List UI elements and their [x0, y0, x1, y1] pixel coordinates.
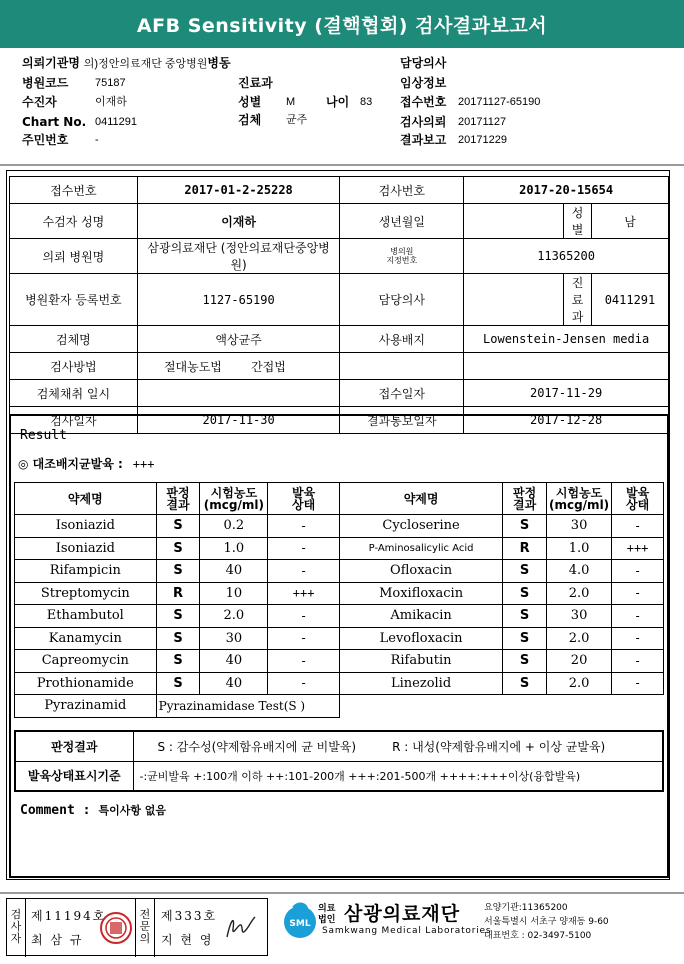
drug-result: S: [156, 537, 200, 560]
drug-sensitivity-table: [14, 482, 664, 718]
drug-name: Isoniazid: [15, 515, 157, 538]
signature-box: [6, 898, 268, 956]
sml-logo-icon: [280, 900, 320, 940]
specimen-label: 검체: [238, 113, 262, 127]
drug-result: S: [156, 672, 200, 695]
reg-no: 1127-65190: [137, 274, 340, 326]
patient-name: 이재하: [137, 204, 340, 239]
specimen-label-cell: 검체명: [10, 326, 138, 353]
table-row: [15, 537, 664, 560]
test-no: 2017-20-15654: [464, 177, 669, 204]
org-english-name: Samkwang Medical Laboratories: [322, 926, 492, 936]
hospital-code-value: 75187: [95, 77, 126, 89]
drug-conc: 2.0: [200, 605, 268, 628]
clinical-label: 임상정보: [400, 76, 447, 90]
rrn-label: 주민번호: [22, 133, 69, 147]
divider: [154, 899, 155, 957]
collect: [137, 380, 340, 407]
drug-name: Ofloxacin: [339, 560, 502, 583]
drug-growth: -: [612, 627, 664, 650]
dob-label: 생년월일: [340, 204, 464, 239]
drug-name: Amikacin: [339, 605, 502, 628]
receipt-no: 2017-01-2-25228: [137, 177, 340, 204]
growth-standard: -:균비발육 +:100개 이하 ++:101-200개 +++:201-500개 ++++:+++이상(융합발육): [133, 761, 663, 791]
drug-growth: -: [612, 605, 664, 628]
drug-growth: +++: [268, 582, 340, 605]
drug-growth: -: [268, 537, 340, 560]
table-row: [15, 560, 664, 583]
inspector-label: 검사자: [10, 908, 22, 945]
drug-name: Cycloserine: [339, 515, 502, 538]
specialist-label: 전문의: [139, 908, 151, 945]
drug-growth: -: [612, 672, 664, 695]
drug-result: S: [503, 605, 547, 628]
chart-value: 0411291: [95, 116, 138, 128]
chart-label: Chart No.: [22, 115, 87, 129]
drug-name: Rifabutin: [339, 650, 502, 673]
drug-name: Streptomycin: [15, 582, 157, 605]
drug-growth: -: [612, 515, 664, 538]
growth-header-right: 발육 상태: [612, 483, 664, 515]
inspector-name: 최 삼 규: [31, 933, 84, 947]
result-title: Result: [20, 428, 67, 443]
patient-label: 수진자: [22, 95, 57, 109]
rrn-value: -: [95, 134, 99, 146]
drug-conc: 2.0: [546, 672, 611, 695]
drug-result: S: [503, 582, 547, 605]
growth-standard-label: 발육상태표시기준: [15, 761, 133, 791]
judge-header-left: 판정 결과: [156, 483, 200, 515]
org-name: 삼광의료재단: [344, 903, 461, 925]
drug-conc: 40: [200, 650, 268, 673]
divider: [0, 164, 684, 166]
sex-value: M: [286, 96, 296, 108]
drug-name: Prothionamide: [15, 672, 157, 695]
drug-result: S: [156, 560, 200, 583]
drug-conc: 2.0: [546, 582, 611, 605]
test-date-label: 검사일자: [10, 407, 138, 434]
specialist-license: 제333호: [161, 909, 218, 923]
age-value: 83: [360, 96, 373, 108]
drug-conc: 20: [546, 650, 611, 673]
drug-header-left: 약제명: [15, 483, 157, 515]
drug-conc: 30: [546, 605, 611, 628]
sex: 남: [591, 204, 668, 239]
method-2: 간접법: [248, 353, 340, 380]
drug-name: Rifampicin: [15, 560, 157, 583]
drug-growth: -: [268, 650, 340, 673]
drug-result: S: [503, 560, 547, 583]
request-value: 20171127: [458, 116, 507, 128]
patient-value: 이재하: [95, 96, 127, 108]
empty-cell: [339, 695, 663, 718]
dept: 0411291: [591, 274, 668, 326]
table-row: [15, 605, 664, 628]
drug-growth: +++: [612, 537, 664, 560]
method-1: 절대농도법: [137, 353, 248, 380]
drug-growth: -: [268, 672, 340, 695]
receipt-value: 20171127-65190: [458, 96, 541, 108]
drug-name: Linezolid: [339, 672, 502, 695]
table-row: [15, 515, 664, 538]
conc-header-left: 시험농도 (mcg/ml): [200, 483, 268, 515]
drug-conc: 0.2: [200, 515, 268, 538]
signature-icon: [221, 909, 261, 945]
drug-growth: -: [268, 627, 340, 650]
age-label: 나이: [326, 95, 350, 109]
specimen: 액상균주: [137, 326, 340, 353]
pyrazinamide-name: Pyrazinamid: [15, 695, 157, 718]
report-date-value: 20171229: [458, 134, 507, 146]
drug-conc: 40: [200, 672, 268, 695]
org-contact: 요양기관:11365200 서울특별시 서초구 양재동 9-60 대표번호 : 02-3497-5100: [484, 903, 609, 941]
method-empty: [340, 353, 464, 380]
drug-name: Moxifloxacin: [339, 582, 502, 605]
drug-result: S: [503, 672, 547, 695]
hospital-code: 11365200: [464, 239, 669, 274]
drug-conc: 2.0: [546, 627, 611, 650]
drug-growth: -: [268, 560, 340, 583]
drug-name: Ethambutol: [15, 605, 157, 628]
header-info: [0, 50, 684, 162]
hospital-label: 의뢰 병원명: [10, 239, 138, 274]
drug-conc: 40: [200, 560, 268, 583]
table-row: [15, 627, 664, 650]
drug-growth: -: [612, 650, 664, 673]
receipt-label: 접수번호: [400, 95, 447, 109]
drug-name: Kanamycin: [15, 627, 157, 650]
name-label: 수검자 성명: [10, 204, 138, 239]
receipt-no-label: 접수번호: [10, 177, 138, 204]
sex-label: 성별: [238, 95, 262, 109]
pyrazinamide-row: [15, 695, 664, 718]
control-growth: ◎ 대조배지균발육 : +++: [18, 457, 155, 471]
method-label: 검사방법: [10, 353, 138, 380]
doctor-label-cell: 담당의사: [340, 274, 464, 326]
specimen-value: 균주: [286, 114, 308, 126]
institution-row: 의뢰기관명 의)정안의료재단 중앙병원병동: [22, 56, 231, 70]
conc-header-right: 시험농도 (mcg/ml): [546, 483, 611, 515]
notify-label: 결과통보일자: [340, 407, 464, 434]
table-row: [15, 582, 664, 605]
drug-conc: 30: [200, 627, 268, 650]
drug-result: R: [156, 582, 200, 605]
request-label: 검사의뢰: [400, 115, 447, 129]
drug-result: R: [503, 537, 547, 560]
drug-result: S: [503, 515, 547, 538]
dob: [464, 204, 564, 239]
drug-name: Capreomycin: [15, 650, 157, 673]
logo-text: SML: [289, 919, 311, 929]
inspector-license: 제11194호: [31, 909, 107, 923]
judge-label: 판정결과: [15, 731, 133, 761]
drug-conc: 4.0: [546, 560, 611, 583]
sex-label-cell: 성별: [564, 204, 592, 239]
table-row: [15, 650, 664, 673]
legend-table: [14, 730, 664, 792]
specialist-name: 지 현 영: [161, 933, 214, 947]
drug-result: S: [156, 650, 200, 673]
test-date: 2017-11-30: [137, 407, 340, 434]
test-no-label: 검사번호: [340, 177, 464, 204]
medium-label: 사용배지: [340, 326, 464, 353]
drug-result: S: [503, 650, 547, 673]
drug-name: Isoniazid: [15, 537, 157, 560]
hospital-code-label: 병의원 지정번호: [340, 239, 464, 274]
notify-date: 2017-12-28: [464, 407, 669, 434]
doctor-label: 담당의사: [400, 56, 447, 70]
hospital-name: 삼광의료재단 (정안의료재단중앙병원): [137, 239, 340, 274]
drug-conc: 30: [546, 515, 611, 538]
patient-info-table: [9, 176, 669, 434]
drug-growth: -: [612, 560, 664, 583]
dept-label-cell: 진료과: [564, 274, 592, 326]
comment: Comment : 특이사항 없음: [20, 803, 167, 818]
judge-header-right: 판정 결과: [503, 483, 547, 515]
drug-result: S: [156, 515, 200, 538]
hospital-code-label: 병원코드: [22, 76, 69, 90]
dept-label: 진료과: [238, 76, 273, 90]
drug-conc: 1.0: [546, 537, 611, 560]
reg-label: 병원환자 등록번호: [10, 274, 138, 326]
collect-label: 검체채취 일시: [10, 380, 138, 407]
drug-result: S: [156, 605, 200, 628]
divider: [25, 899, 26, 957]
table-row: [15, 672, 664, 695]
drug-name: P-Aminosalicylic Acid: [339, 537, 502, 560]
drug-growth: -: [268, 605, 340, 628]
pyrazinamidase-test: Pyrazinamidase Test(S ): [156, 695, 339, 718]
divider: [0, 892, 684, 894]
recv-date: 2017-11-29: [464, 380, 669, 407]
drug-conc: 10: [200, 582, 268, 605]
org-type: 의료 법인: [318, 904, 336, 925]
medium: Lowenstein-Jensen media: [464, 326, 669, 353]
judge-legend: S : 감수성(약제함유배지에 균 비발육) R : 내성(약제함유배지에 + 이상 균발육): [133, 731, 663, 761]
seal-icon: [99, 911, 133, 945]
drug-header-right: 약제명: [339, 483, 502, 515]
method-empty-2: [464, 353, 669, 380]
drug-growth: -: [268, 515, 340, 538]
drug-growth: -: [612, 582, 664, 605]
report-title: AFB Sensitivity (결핵협회) 검사결과보고서: [0, 0, 684, 48]
doctor: [464, 274, 564, 326]
drug-result: S: [156, 627, 200, 650]
drug-conc: 1.0: [200, 537, 268, 560]
growth-header-left: 발육 상태: [268, 483, 340, 515]
drug-result: S: [503, 627, 547, 650]
drug-name: Levofloxacin: [339, 627, 502, 650]
report-date-label: 결과보고: [400, 133, 447, 147]
recv-label: 접수일자: [340, 380, 464, 407]
